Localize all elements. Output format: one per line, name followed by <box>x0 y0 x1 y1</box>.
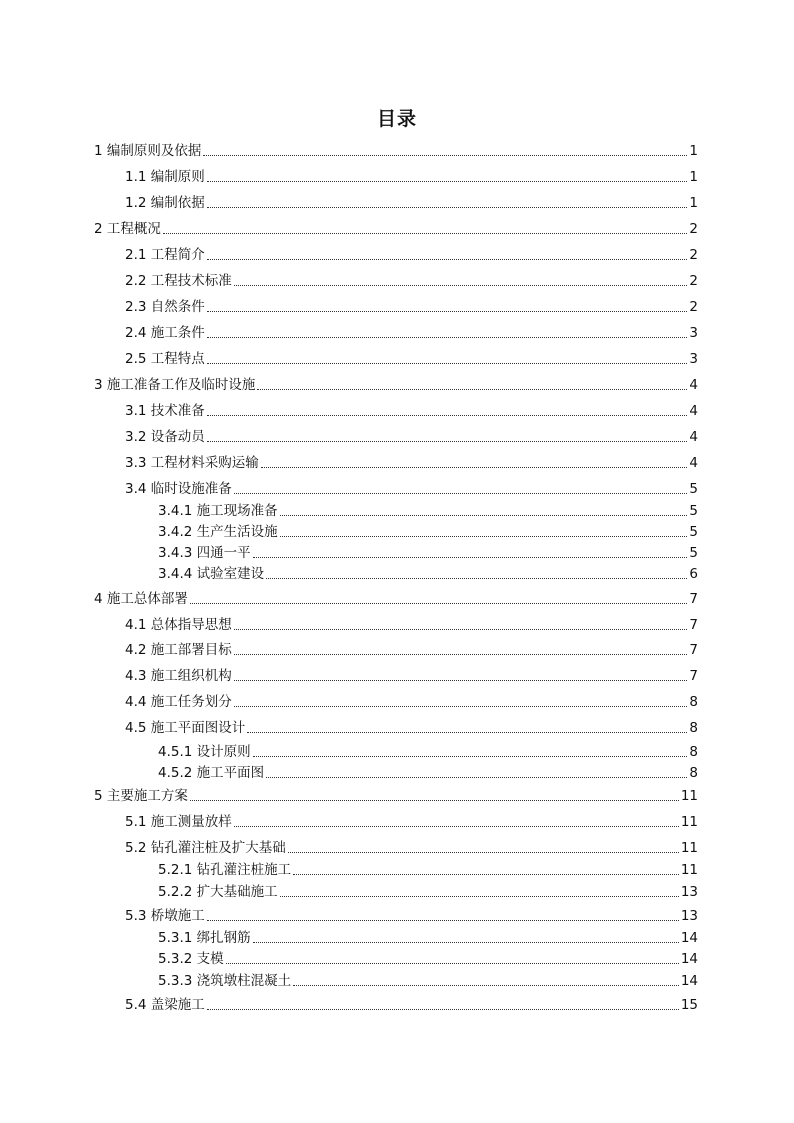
toc-entry-level-3[interactable] <box>158 862 698 878</box>
toc-entry-level-3[interactable] <box>158 765 698 781</box>
dot-leader <box>253 556 688 558</box>
toc-page-number: 4 <box>689 403 698 419</box>
toc-page-number: 2 <box>689 221 698 237</box>
toc-entry-level-2[interactable] <box>125 481 698 497</box>
toc-entry-label: 5.1 施工测量放样 <box>125 814 232 830</box>
toc-page-number: 4 <box>689 429 698 445</box>
dot-leader <box>234 492 688 494</box>
toc-page-number: 5 <box>689 503 698 519</box>
toc-entry-level-1[interactable] <box>94 377 698 393</box>
toc-page-number: 11 <box>680 814 698 830</box>
dot-leader <box>293 984 679 986</box>
toc-entry-label: 5 主要施工方案 <box>94 788 188 804</box>
toc-page-number: 8 <box>689 720 698 736</box>
toc-entry-label: 1 编制原则及依据 <box>94 143 202 159</box>
toc-entry-label: 5.3.1 绑扎钢筋 <box>158 930 251 946</box>
toc-entry-label: 5.2 钻孔灌注桩及扩大基础 <box>125 840 286 856</box>
dot-leader <box>207 414 688 416</box>
toc-page-number: 4 <box>689 455 698 471</box>
toc-entry-label: 1.2 编制依据 <box>125 195 205 211</box>
dot-leader <box>257 388 687 390</box>
dot-leader <box>207 1008 679 1010</box>
toc-entry-level-2[interactable] <box>125 247 698 263</box>
toc-entry-level-1[interactable] <box>94 143 698 159</box>
dot-leader <box>234 825 679 827</box>
toc-page-number: 1 <box>689 169 698 185</box>
dot-leader <box>207 362 688 364</box>
toc-page-number: 14 <box>680 973 698 989</box>
toc-page-number: 8 <box>689 744 698 760</box>
toc-entry-label: 2.3 自然条件 <box>125 299 205 315</box>
toc-entry-label: 5.4 盖梁施工 <box>125 997 205 1013</box>
toc-page-number: 3 <box>689 351 698 367</box>
toc-page-number: 7 <box>689 642 698 658</box>
toc-entry-label: 3.4.2 生产生活设施 <box>158 524 278 540</box>
toc-entry-label: 4.4 施工任务划分 <box>125 694 232 710</box>
dot-leader <box>207 310 688 312</box>
toc-page-number: 1 <box>689 195 698 211</box>
toc-page-number: 7 <box>689 591 698 607</box>
dot-leader <box>234 705 688 707</box>
dot-leader <box>207 180 688 182</box>
dot-leader <box>253 755 688 757</box>
toc-page-number: 13 <box>680 908 698 924</box>
toc-page-number: 2 <box>689 247 698 263</box>
dot-leader <box>266 776 687 778</box>
toc-page-number: 5 <box>689 524 698 540</box>
toc-entry-level-2[interactable] <box>125 694 698 710</box>
toc-entry-level-3[interactable] <box>158 545 698 561</box>
dot-leader <box>266 577 687 579</box>
toc-page-number: 2 <box>689 273 698 289</box>
toc-entry-level-2[interactable] <box>125 668 698 684</box>
toc-entry-label: 1.1 编制原则 <box>125 169 205 185</box>
toc-page-number: 4 <box>689 377 698 393</box>
toc-entry-level-2[interactable] <box>125 351 698 367</box>
dot-leader <box>234 628 688 630</box>
toc-entry-label: 5.3.3 浇筑墩柱混凝土 <box>158 973 292 989</box>
dot-leader <box>163 232 688 234</box>
toc-page-number: 15 <box>680 997 698 1013</box>
toc-entry-level-2[interactable] <box>125 195 698 211</box>
dot-leader <box>207 336 688 338</box>
toc-entry-label: 4.2 施工部署目标 <box>125 642 232 658</box>
toc-page-number: 1 <box>689 143 698 159</box>
dot-leader <box>280 514 688 516</box>
toc-entry-label: 4 施工总体部署 <box>94 591 188 607</box>
toc-page-number: 5 <box>689 545 698 561</box>
toc-entry-label: 3.4 临时设施准备 <box>125 481 232 497</box>
toc-entry-label: 5.2.2 扩大基础施工 <box>158 884 278 900</box>
toc-page-number: 5 <box>689 481 698 497</box>
toc-entry-label: 5.3.2 支模 <box>158 951 224 967</box>
toc-entry-level-1[interactable] <box>94 591 698 607</box>
toc-entry-level-1[interactable] <box>94 221 698 237</box>
toc-entry-level-2[interactable] <box>125 429 698 445</box>
toc-page-number: 8 <box>689 765 698 781</box>
toc-entry-label: 4.5 施工平面图设计 <box>125 720 246 736</box>
toc-entry-level-2[interactable] <box>125 908 698 924</box>
dot-leader <box>288 851 679 853</box>
toc-entry-label: 3.1 技术准备 <box>125 403 205 419</box>
toc-entry-level-3[interactable] <box>158 930 698 946</box>
toc-entry-label: 4.3 施工组织机构 <box>125 668 232 684</box>
dot-leader <box>207 258 688 260</box>
toc-entry-level-3[interactable] <box>158 884 698 900</box>
toc-page-number: 3 <box>689 325 698 341</box>
toc-page-number: 13 <box>680 884 698 900</box>
toc-entry-level-2[interactable] <box>125 299 698 315</box>
dot-leader <box>190 602 688 604</box>
toc-entry-level-3[interactable] <box>158 951 698 967</box>
toc-entry-level-2[interactable] <box>125 273 698 289</box>
toc-entry-level-2[interactable] <box>125 642 698 658</box>
toc-entry-label: 4.5.1 设计原则 <box>158 744 251 760</box>
toc-entry-label: 2.5 工程特点 <box>125 351 205 367</box>
dot-leader <box>247 731 687 733</box>
toc-entry-label: 3.3 工程材料采购运输 <box>125 455 259 471</box>
toc-entry-level-3[interactable] <box>158 744 698 760</box>
toc-entry-level-2[interactable] <box>125 169 698 185</box>
toc-entry-label: 3.4.4 试验室建设 <box>158 566 265 582</box>
toc-entry-label: 2.4 施工条件 <box>125 325 205 341</box>
dot-leader <box>261 466 688 468</box>
toc-entry-label: 2 工程概况 <box>94 221 161 237</box>
dot-leader <box>234 653 688 655</box>
toc-entry-level-3[interactable] <box>158 566 698 582</box>
toc-entry-level-3[interactable] <box>158 973 698 989</box>
toc-entry-label: 3.4.1 施工现场准备 <box>158 503 278 519</box>
toc-page-number: 2 <box>689 299 698 315</box>
toc-entry-level-2[interactable] <box>125 720 698 736</box>
dot-leader <box>207 206 688 208</box>
toc-page-number: 8 <box>689 694 698 710</box>
dot-leader <box>207 919 679 921</box>
toc-entry-label: 2.2 工程技术标准 <box>125 273 232 289</box>
dot-leader <box>207 440 688 442</box>
toc-entry-label: 5.2.1 钻孔灌注桩施工 <box>158 862 292 878</box>
dot-leader <box>253 941 679 943</box>
dot-leader <box>203 154 687 156</box>
dot-leader <box>234 679 688 681</box>
toc-entry-label: 3.4.3 四通一平 <box>158 545 251 561</box>
dot-leader <box>190 799 679 801</box>
toc-page-number: 11 <box>680 840 698 856</box>
dot-leader <box>280 535 688 537</box>
toc-entry-level-2[interactable] <box>125 617 698 633</box>
toc-entry-level-2[interactable] <box>125 997 698 1013</box>
dot-leader <box>293 873 679 875</box>
toc-entry-level-1[interactable] <box>94 788 698 804</box>
toc-entry-label: 3 施工准备工作及临时设施 <box>94 377 256 393</box>
toc-page-number: 11 <box>680 862 698 878</box>
dot-leader <box>280 895 679 897</box>
toc-entry-label: 5.3 桥墩施工 <box>125 908 205 924</box>
toc-entry-level-2[interactable] <box>125 325 698 341</box>
toc-entry-label: 2.1 工程简介 <box>125 247 205 263</box>
page-title: 目录 <box>376 108 417 130</box>
dot-leader <box>226 962 679 964</box>
toc-page-number: 7 <box>689 668 698 684</box>
toc-entry-level-2[interactable] <box>125 840 698 856</box>
toc-entry-label: 3.2 设备动员 <box>125 429 205 445</box>
toc-page-number: 11 <box>680 788 698 804</box>
dot-leader <box>234 284 688 286</box>
toc-entry-level-2[interactable] <box>125 403 698 419</box>
toc-page-number: 6 <box>689 566 698 582</box>
toc-entry-level-3[interactable] <box>158 524 698 540</box>
toc-entry-level-2[interactable] <box>125 814 698 830</box>
toc-entry-label: 4.1 总体指导思想 <box>125 617 232 633</box>
toc-entry-level-3[interactable] <box>158 503 698 519</box>
toc-entry-label: 4.5.2 施工平面图 <box>158 765 265 781</box>
toc-page-number: 14 <box>680 951 698 967</box>
toc-page-number: 7 <box>689 617 698 633</box>
toc-entry-level-2[interactable] <box>125 455 698 471</box>
toc-page-number: 14 <box>680 930 698 946</box>
